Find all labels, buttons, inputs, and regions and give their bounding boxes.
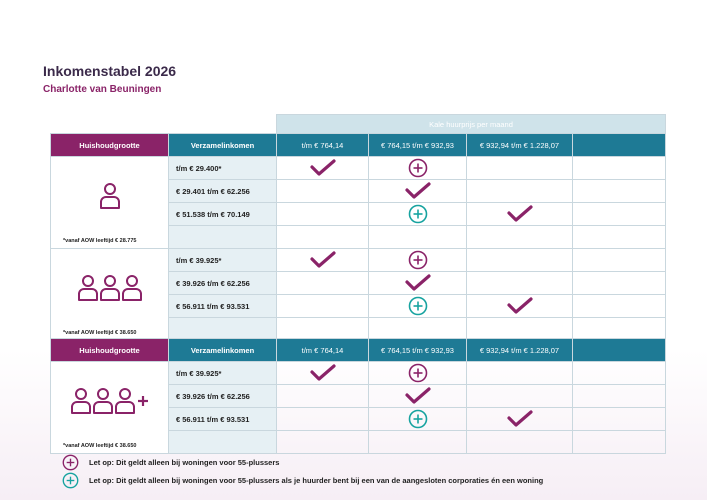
rent-cell	[467, 203, 573, 226]
rent-cell	[369, 362, 467, 385]
rent-cell	[277, 272, 369, 295]
household-cell	[51, 362, 169, 454]
check-icon	[405, 274, 431, 292]
household-header: Huishoudgrootte	[51, 134, 169, 157]
legend-teal	[62, 472, 543, 489]
income-range-cell: € 56.911 t/m € 93.531	[169, 295, 277, 318]
rent-cell	[573, 431, 666, 454]
rent-cell	[277, 385, 369, 408]
table-row	[51, 157, 666, 180]
rent-cell	[369, 226, 467, 249]
page-subtitle: Charlotte van Beuningen	[43, 84, 162, 95]
rent-col-1-header: t/m € 764,14	[277, 339, 369, 362]
income-table-top	[50, 114, 666, 341]
rent-cell	[573, 408, 666, 431]
income-header: Verzamelinkomen	[169, 134, 277, 157]
rent-cell	[573, 249, 666, 272]
plus-circle-purple-icon	[408, 363, 428, 383]
blank-corner	[169, 115, 277, 134]
rent-col-4-header	[573, 339, 666, 362]
household-cell	[51, 249, 169, 341]
table-row	[51, 362, 666, 385]
income-range-cell	[169, 431, 277, 454]
rent-col-2-header: € 764,15 t/m € 932,93	[369, 134, 467, 157]
plus-circle-purple-icon	[408, 158, 428, 178]
income-range-cell: t/m € 29.400*	[169, 157, 277, 180]
aow-note: *vanaf AOW leeftijd € 28.775	[63, 238, 137, 244]
rent-super-header: Kale huurprijs per maand	[277, 115, 666, 134]
rent-col-3-header: € 932,94 t/m € 1.228,07	[467, 339, 573, 362]
rent-cell	[277, 249, 369, 272]
rent-cell	[573, 226, 666, 249]
rent-cell	[467, 226, 573, 249]
rent-cell	[573, 203, 666, 226]
aow-note: *vanaf AOW leeftijd € 38.650	[63, 443, 137, 449]
rent-cell	[573, 272, 666, 295]
rent-cell	[369, 385, 467, 408]
rent-cell	[369, 180, 467, 203]
one-person-icon	[51, 157, 168, 234]
rent-cell	[573, 157, 666, 180]
rent-cell	[277, 431, 369, 454]
rent-cell	[573, 295, 666, 318]
rent-cell	[573, 362, 666, 385]
income-range-cell: t/m € 39.925*	[169, 249, 277, 272]
rent-cell	[277, 362, 369, 385]
rent-cell	[467, 385, 573, 408]
rent-cell	[369, 249, 467, 272]
plus-circle-purple-icon	[408, 250, 428, 270]
legend-purple	[62, 454, 279, 471]
rent-col-4-header	[573, 134, 666, 157]
check-icon	[507, 205, 533, 223]
rent-cell	[467, 431, 573, 454]
rent-cell	[467, 180, 573, 203]
aow-note: *vanaf AOW leeftijd € 38.650	[63, 330, 137, 336]
rent-cell	[277, 180, 369, 203]
household-header: Huishoudgrootte	[51, 339, 169, 362]
rent-cell	[467, 249, 573, 272]
page-title: Inkomenstabel 2026	[43, 63, 177, 79]
rent-cell	[277, 295, 369, 318]
rent-cell	[277, 203, 369, 226]
check-icon	[405, 182, 431, 200]
legend-teal-text: Let op: Dit geldt alleen bij woningen voor 55-plussers als je huurder bent bij een van de aangesloten corporaties én een woning	[89, 476, 544, 485]
rent-cell	[467, 157, 573, 180]
rent-cell	[277, 157, 369, 180]
plus-circle-purple-icon	[62, 454, 79, 471]
check-icon	[310, 251, 336, 269]
plus-circle-teal-icon	[408, 296, 428, 316]
income-range-cell: t/m € 39.925*	[169, 362, 277, 385]
rent-cell	[369, 295, 467, 318]
rent-cell	[369, 272, 467, 295]
rent-cell	[277, 408, 369, 431]
rent-cell	[369, 157, 467, 180]
rent-cell	[369, 431, 467, 454]
three-plus-persons-icon	[51, 362, 168, 439]
income-table-bottom	[50, 338, 666, 454]
plus-circle-teal-icon	[408, 204, 428, 224]
check-icon	[507, 410, 533, 428]
rent-cell	[467, 408, 573, 431]
rent-cell	[467, 295, 573, 318]
plus-circle-teal-icon	[62, 472, 79, 489]
rent-cell	[573, 385, 666, 408]
check-icon	[507, 297, 533, 315]
income-range-cell: € 29.401 t/m € 62.256	[169, 180, 277, 203]
income-range-cell: € 51.538 t/m € 70.149	[169, 203, 277, 226]
rent-cell	[369, 408, 467, 431]
rent-cell	[369, 203, 467, 226]
legend-purple-text: Let op: Dit geldt alleen bij woningen voor 55-plussers	[89, 458, 280, 467]
blank-corner	[51, 115, 169, 134]
rent-cell	[573, 180, 666, 203]
rent-cell	[277, 226, 369, 249]
income-header: Verzamelinkomen	[169, 339, 277, 362]
rent-cell	[467, 362, 573, 385]
check-icon	[310, 159, 336, 177]
check-icon	[405, 387, 431, 405]
income-range-cell	[169, 226, 277, 249]
income-range-cell: € 56.911 t/m € 93.531	[169, 408, 277, 431]
check-icon	[310, 364, 336, 382]
rent-col-2-header: € 764,15 t/m € 932,93	[369, 339, 467, 362]
household-cell	[51, 157, 169, 249]
two-persons-icon	[51, 249, 168, 326]
rent-cell	[467, 272, 573, 295]
rent-col-1-header: t/m € 764,14	[277, 134, 369, 157]
plus-circle-teal-icon	[408, 409, 428, 429]
table-row	[51, 249, 666, 272]
rent-col-3-header: € 932,94 t/m € 1.228,07	[467, 134, 573, 157]
income-range-cell: € 39.926 t/m € 62.256	[169, 385, 277, 408]
income-range-cell: € 39.926 t/m € 62.256	[169, 272, 277, 295]
